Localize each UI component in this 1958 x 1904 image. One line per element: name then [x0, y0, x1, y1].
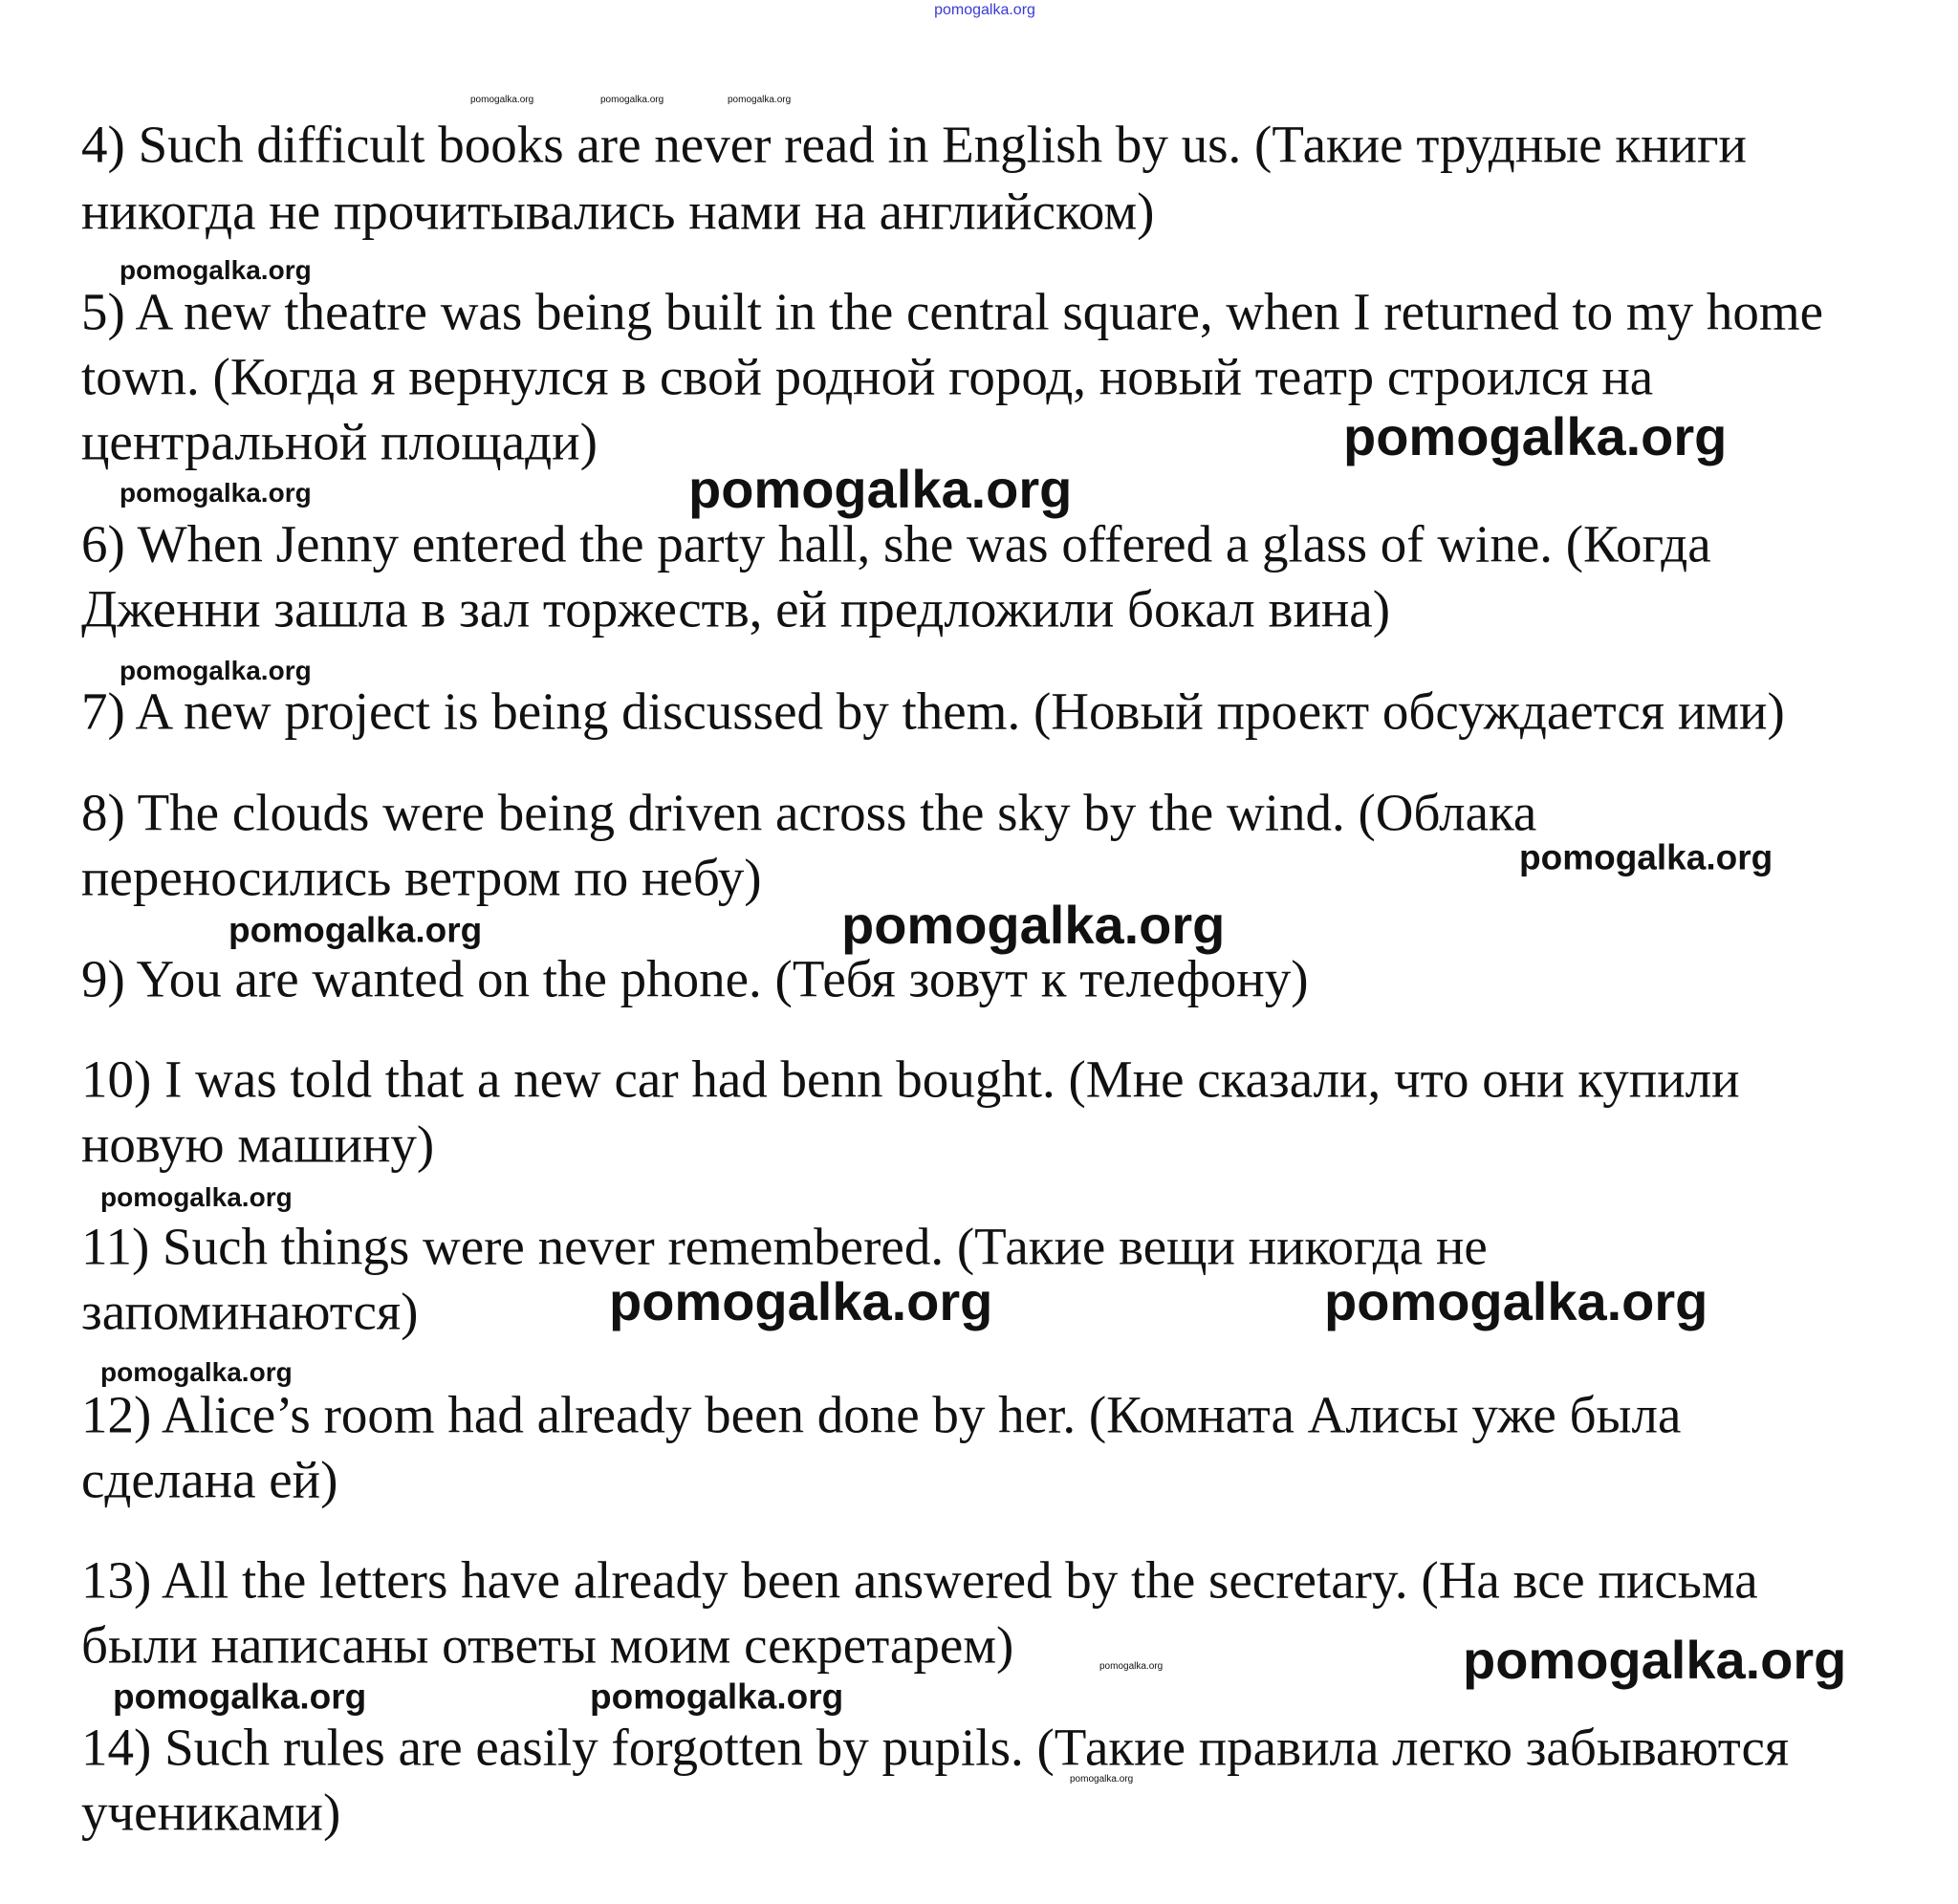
answer-5-line-3: центральной площади) [81, 412, 598, 471]
watermark: pomogalka.org [470, 95, 534, 105]
answer-5-line-2: town. (Когда я вернулся в свой родной город, новый театр строился на [81, 347, 1654, 406]
watermark: pomogalka.org [1324, 1271, 1708, 1331]
answer-12-line-1: 12) Alice’s room had already been done by her. (Комната Алисы уже была [81, 1385, 1682, 1444]
answer-10-line-1: 10) I was told that a new car had benn bought. (Мне сказали, что они купили [81, 1049, 1740, 1109]
answer-12-line-2: сделана ей) [81, 1450, 338, 1509]
answer-9-line-1: 9) You are wanted on the phone. (Тебя зовут к телефону) [81, 949, 1309, 1008]
watermark: pomogalka.org [120, 478, 312, 508]
answer-10-line-2: новую машину) [81, 1114, 435, 1174]
watermark: pomogalka.org [600, 95, 664, 105]
watermark: pomogalka.org [100, 1357, 293, 1387]
watermark: pomogalka.org [1463, 1630, 1847, 1690]
answer-7-line-1: 7) A new project is being discussed by them. (Новый проект обсуждается ими) [81, 682, 1785, 741]
answer-8-line-2: переносились ветром по небу) [81, 848, 762, 907]
header-watermark: pomogalka.org [934, 2, 1035, 18]
answer-5-line-1: 5) A new theatre was being built in the central square, when I returned to my home [81, 282, 1824, 341]
answer-13-line-2: были написаны ответы моим секретарем) [81, 1615, 1014, 1675]
watermark: pomogalka.org [1099, 1661, 1164, 1672]
watermark: pomogalka.org [1343, 406, 1728, 466]
watermark: pomogalka.org [113, 1677, 367, 1717]
answer-4-line-2: никогда не прочитывались нами на английском) [81, 182, 1155, 241]
watermark: pomogalka.org [841, 895, 1226, 955]
answer-11-line-2: запоминаются) [81, 1282, 419, 1341]
watermark: pomogalka.org [120, 656, 312, 685]
watermark: pomogalka.org [590, 1677, 844, 1717]
answer-13-line-1: 13) All the letters have already been answered by the secretary. (На все письма [81, 1550, 1758, 1610]
watermark: pomogalka.org [1070, 1774, 1134, 1785]
answer-4-line-1: 4) Such difficult books are never read in English by us. (Такие трудные книги [81, 115, 1747, 174]
watermark: pomogalka.org [688, 459, 1073, 519]
watermark: pomogalka.org [728, 95, 792, 105]
watermark: pomogalka.org [609, 1271, 993, 1331]
answer-14-line-1: 14) Such rules are easily forgotten by pupils. (Такие правила легко забываются [81, 1718, 1790, 1777]
watermark: pomogalka.org [228, 910, 483, 950]
watermark: pomogalka.org [100, 1182, 293, 1212]
watermark: pomogalka.org [120, 255, 312, 285]
answer-8-line-1: 8) The clouds were being driven across the sky by the wind. (Облака [81, 783, 1537, 842]
answer-6-line-1: 6) When Jenny entered the party hall, she was offered a glass of wine. (Когда [81, 514, 1711, 573]
answer-14-line-2: учениками) [81, 1783, 341, 1842]
answer-11-line-1: 11) Such things were never remembered. (Такие вещи никогда не [81, 1217, 1488, 1276]
answer-6-line-2: Дженни зашла в зал торжеств, ей предложили бокал вина) [81, 579, 1391, 638]
watermark: pomogalka.org [1519, 837, 1773, 877]
